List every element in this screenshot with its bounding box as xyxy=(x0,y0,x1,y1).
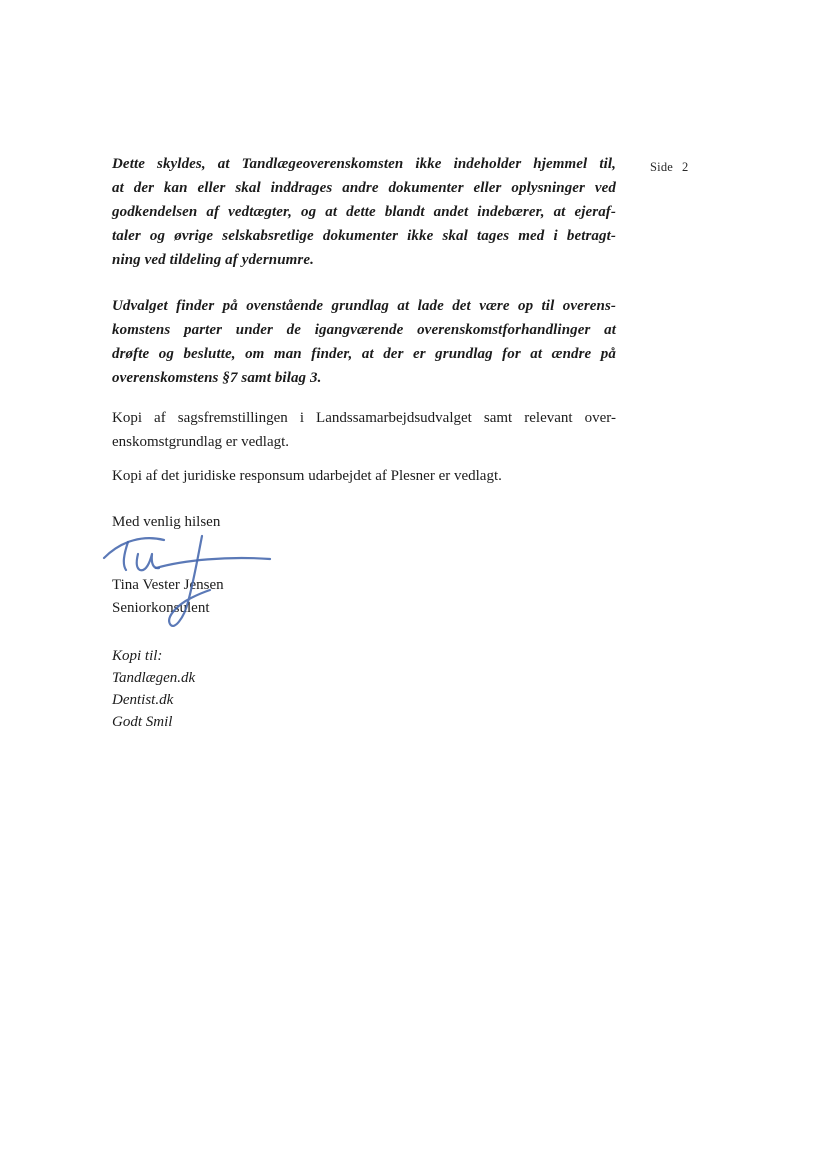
text-line: Udvalget finder på ovenstående grundlag at lade det være op til overens- xyxy=(112,298,616,314)
copy-list-item: Dentist.dk xyxy=(112,692,174,708)
signer-title: Seniorkonsulent xyxy=(112,600,210,616)
letter-body xyxy=(112,152,616,733)
page-indicator-label: Side xyxy=(650,160,674,174)
signer-block xyxy=(112,574,616,620)
paragraph-enclosure-1 xyxy=(112,406,616,454)
text-line: komstens parter under de igangværende overenskomstforhandlinger at xyxy=(112,322,616,338)
text-line: Kopi af det juridiske responsum udarbejdet af Plesner er vedlagt. xyxy=(112,468,502,484)
text-line: Kopi af sagsfremstillingen i Landssamarbejdsudvalget samt relevant over- xyxy=(112,410,616,426)
copy-list-heading: Kopi til: xyxy=(112,648,163,664)
copy-list-item: Tandlægen.dk xyxy=(112,670,196,686)
text-line: godkendelsen af vedtægter, og at dette blandt andet indebærer, at ejeraf- xyxy=(112,204,616,220)
paragraph-enclosure-2 xyxy=(112,464,616,488)
text-line: Dette skyldes, at Tandlægeoverenskomsten ikke indeholder hjemmel til, xyxy=(112,156,616,172)
text-line: ning ved tildeling af ydernumre. xyxy=(112,252,314,268)
signer-name: Tina Vester Jensen xyxy=(112,577,224,593)
paragraph-conclusion-1 xyxy=(112,152,616,272)
text-line: overenskomstens §7 samt bilag 3. xyxy=(112,370,322,386)
copy-list xyxy=(112,645,616,733)
text-line: drøfte og beslutte, om man finder, at der er grundlag for at ændre på xyxy=(112,346,616,362)
paragraph-conclusion-2 xyxy=(112,294,616,390)
text-line: at der kan eller skal inddrages andre dokumenter eller oplysninger ved xyxy=(112,180,616,196)
page-indicator xyxy=(650,160,688,175)
closing-salutation: Med venlig hilsen xyxy=(112,514,221,530)
copy-list-item: Godt Smil xyxy=(112,714,173,730)
text-line: enskomstgrundlag er vedlagt. xyxy=(112,434,290,450)
text-line: taler og øvrige selskabsretlige dokumenter ikke skal tages med i betragt- xyxy=(112,228,616,244)
page-number: 2 xyxy=(682,160,689,174)
